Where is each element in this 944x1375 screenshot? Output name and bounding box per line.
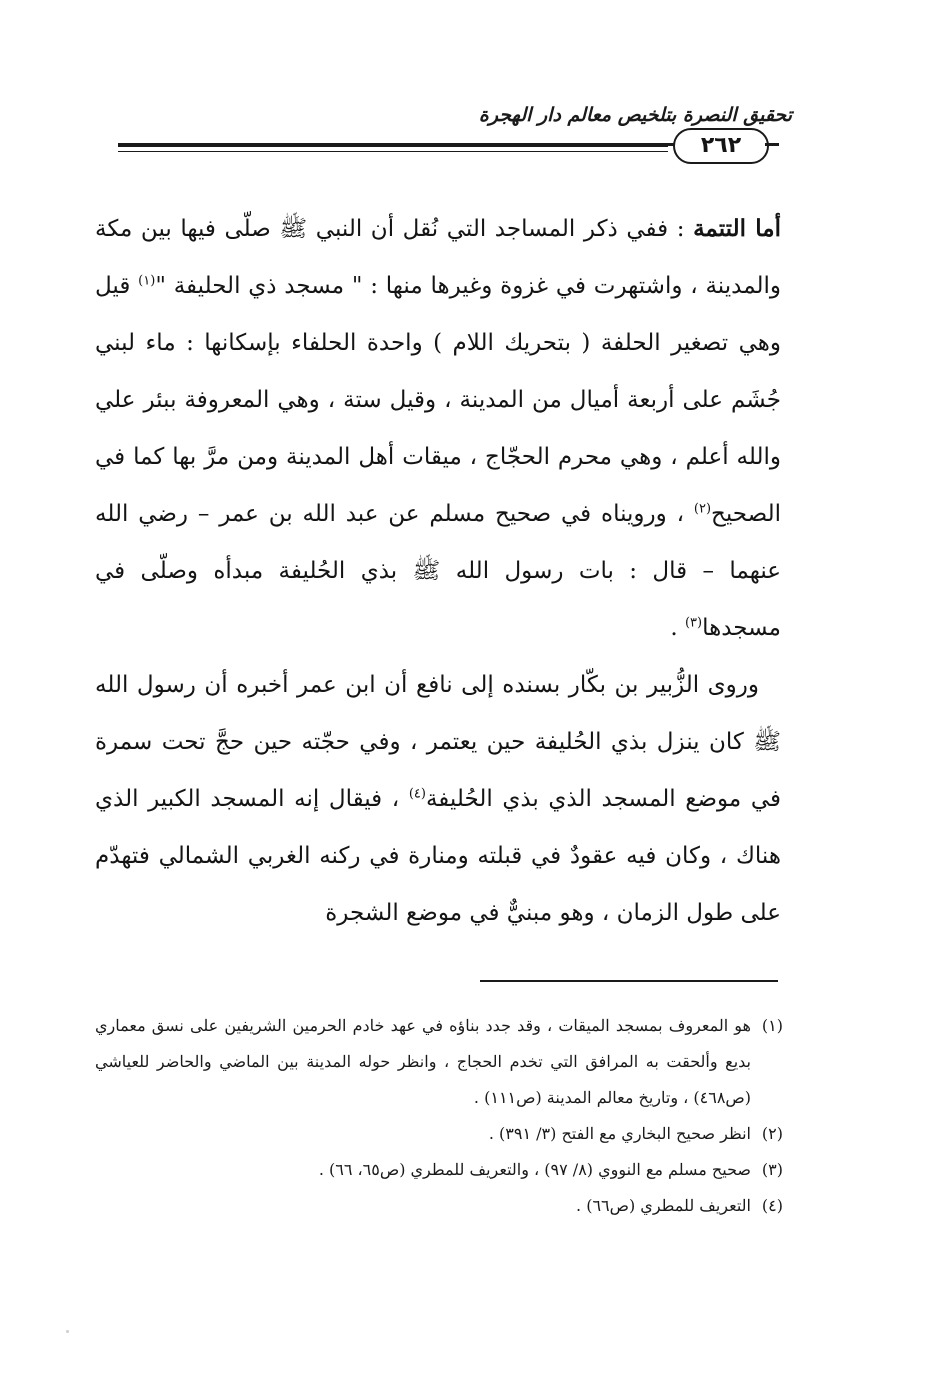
paragraph-text: قيل وهي تصغير الحلفة ( بتحريك اللام ) واحدة الحلفاء بإسكانها : ماء لبني جُشَم على أربعة أميال من المدينة ، وقيل ستة ، وهي المعروفة ببئر علي والله أعلم ، وهي محرم الحجّاج ، ميقات أهل المدينة ومن مرَّ بها كما في الصحيح <box>95 273 781 527</box>
main-text <box>95 200 781 942</box>
paragraph-2 <box>95 657 781 942</box>
footnote-number: (٣) <box>761 1160 783 1179</box>
footnote-ref-1[interactable]: (١) <box>138 273 156 289</box>
paragraph-text: : ففي ذكر المساجد التي نُقل أن النبي ﷺ صلّى فيها بين مكة والمدينة ، واشتهرت في غزوة وغيرها منها : " مسجد ذي الحليفة " <box>95 216 782 299</box>
header-rule <box>118 143 668 147</box>
paragraph-end: . <box>670 615 678 641</box>
footnote-1 <box>95 1008 783 1116</box>
footnote-number: (٢) <box>761 1124 783 1143</box>
footnote-number: (٤) <box>761 1196 783 1215</box>
footnote-separator <box>480 980 778 982</box>
footnote-text: التعريف للمطري (ص٦٦) . <box>576 1196 751 1215</box>
scan-speck <box>66 1330 69 1333</box>
footnote-ref-3[interactable]: (٣) <box>684 615 703 631</box>
page-number-frame <box>663 128 777 164</box>
paragraph-lead: أما التتمة <box>693 215 781 242</box>
footnote-text: هو المعروف بمسجد الميقات ، وقد جدد بناؤه في عهد خادم الحرمين الشريفين على نسق معماري بديع وألحقت به المرافق التي تخدم الحجاج ، وانظر حوله المدينة بين الماضي والحاضر للعياشي (ص٤٦٨) ، وتاريخ معالم المدينة (ص١١١) . <box>95 1016 751 1107</box>
footnote-3 <box>95 1152 783 1188</box>
paragraph-1 <box>95 200 781 657</box>
running-header-title: تحقيق النصرة بتلخيص معالم دار الهجرة <box>478 104 792 126</box>
footnote-text: انظر صحيح البخاري مع الفتح (٣/ ٣٩١) . <box>488 1124 751 1143</box>
footnote-4 <box>95 1188 783 1224</box>
footnote-ref-4[interactable]: (٤) <box>408 786 426 802</box>
footnote-ref-2[interactable]: (٢) <box>693 501 712 517</box>
paragraph-text: ، ورويناه في صحيح مسلم عن عبد الله بن عمر – رضي الله عنهما – قال : بات رسول الله ﷺ بذي الحُليفة مبدأه وصلّى في مسجدها <box>95 501 781 641</box>
paragraph-text: وروى الزُّبير بن بكّار بسنده إلى نافع أن ابن عمر أخبره أن رسول الله ﷺ كان ينزل بذي الحُليفة حين يعتمر ، وفي حجّته حين حجَّ تحت سمرة في موضع المسجد الذي بذي الحُليفة <box>95 672 782 812</box>
header-rule-thin <box>118 151 668 152</box>
paragraph-text: ، فيقال إنه المسجد الكبير الذي هناك ، وكان فيه عقودٌ في قبلته ومنارة في ركنه الغربي الشمالي فتهدّم على طول الزمان ، وهو مبنيٌّ في موضع الشجرة <box>95 786 781 926</box>
footnotes <box>95 1008 783 1224</box>
page-number-tail-right <box>765 143 779 146</box>
page-number: ٢٦٢ <box>673 128 769 164</box>
footnote-2 <box>95 1116 783 1152</box>
footnote-text: صحيح مسلم مع النووي (٨/ ٩٧) ، والتعريف للمطري (ص٦٥، ٦٦) . <box>318 1160 751 1179</box>
footnote-number: (١) <box>761 1016 783 1035</box>
